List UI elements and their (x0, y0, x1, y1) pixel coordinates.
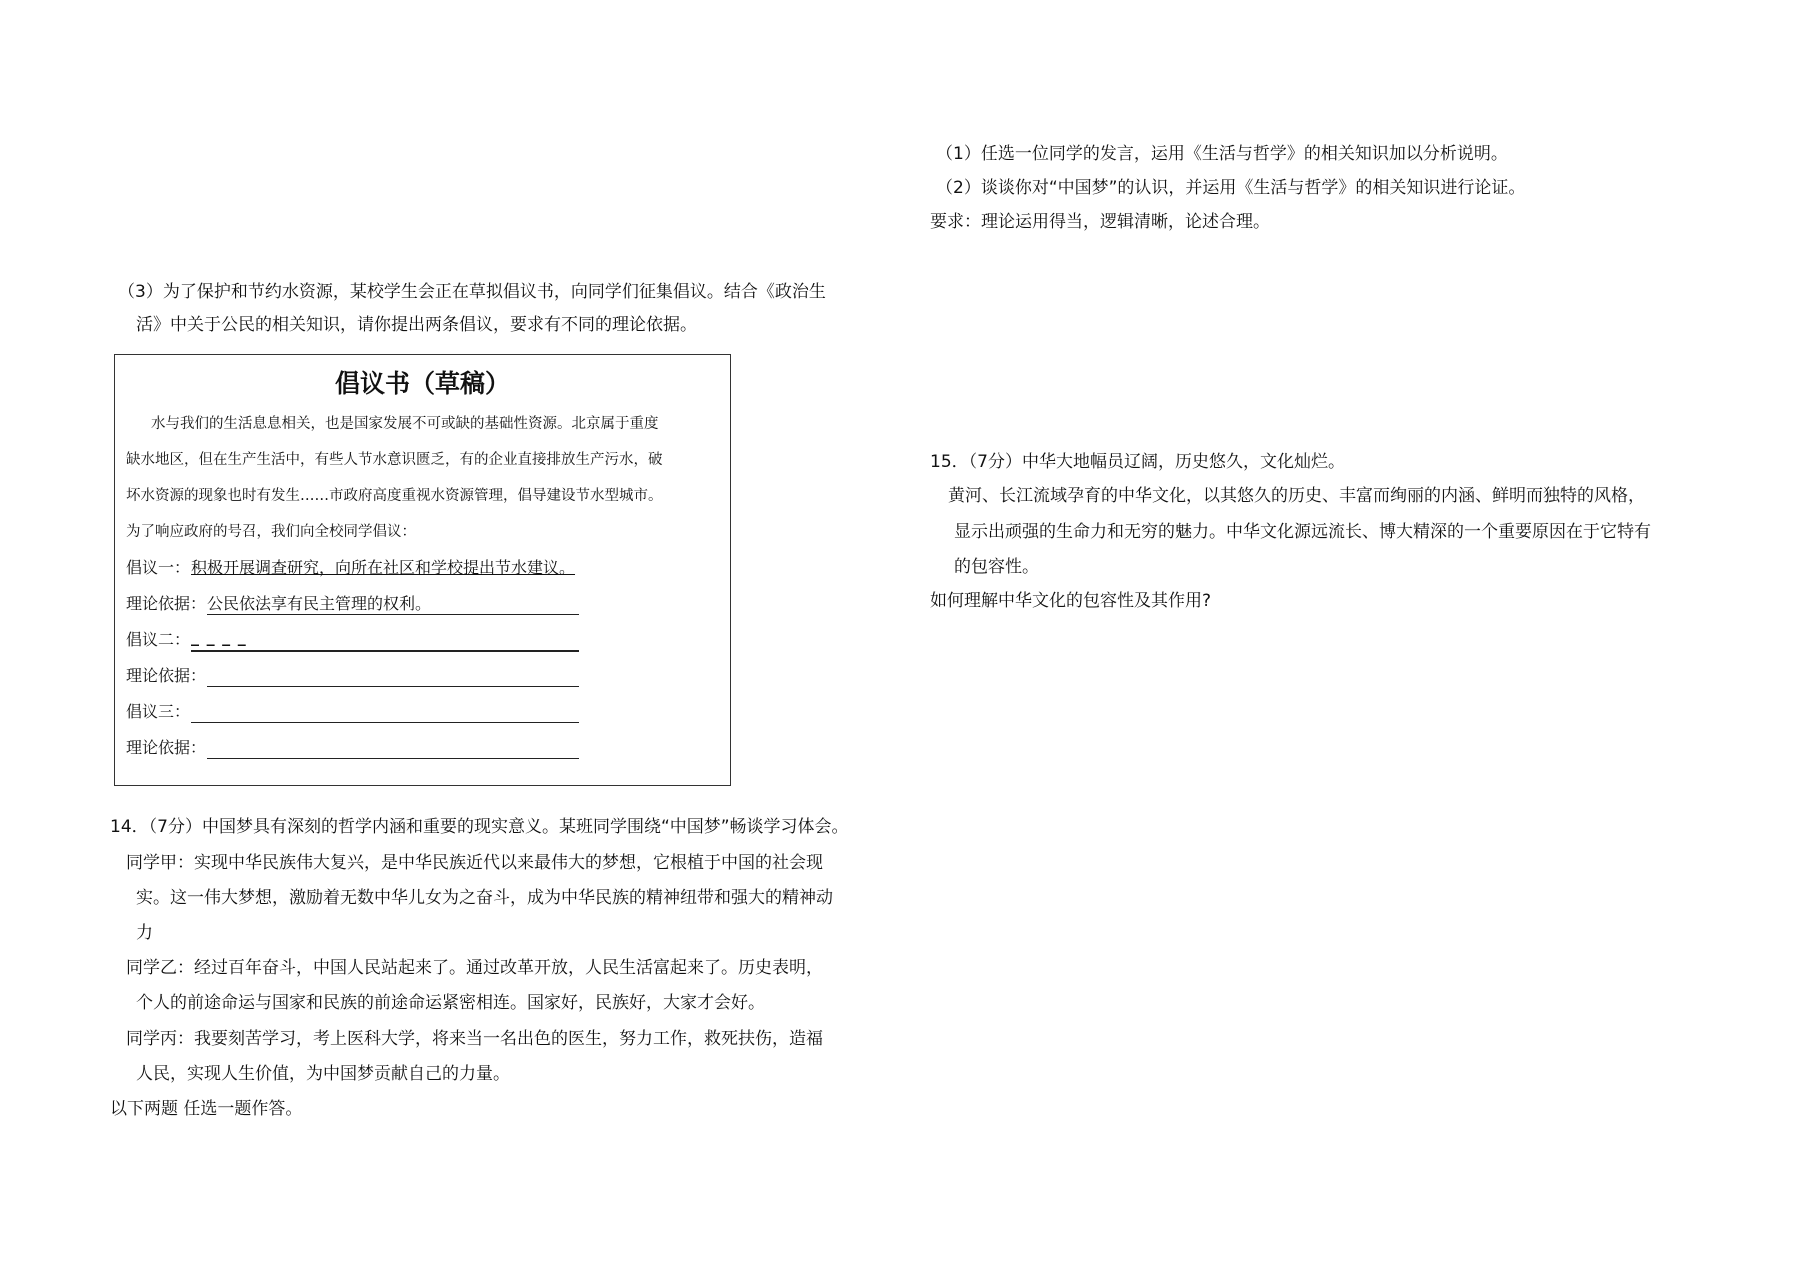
q14-line: 14．（7分）中国梦具有深刻的哲学内涵和重要的现实意义。某班同学围绕“中国梦”畅谈学习体会。 (110, 817, 849, 837)
q14-line: 以下两题 任选一题作答。 (110, 1099, 303, 1119)
q13-3-line1: （3）为了保护和节约水资源，某校学生会正在草拟倡议书，向同学们征集倡议。结合《政治生 (118, 282, 826, 302)
proposal-row-label: 理论依据： (126, 738, 207, 757)
q15-line: 如何理解中华文化的包容性及其作用? (930, 591, 1212, 611)
proposal-row-label: 理论依据： (126, 666, 207, 685)
proposal-row-label: 倡议二： (126, 630, 191, 649)
q13-3-line2: 活》中关于公民的相关知识，请你提出两条倡议，要求有不同的理论依据。 (136, 315, 697, 335)
proposal-row-label: 倡议三： (126, 702, 191, 721)
q14-line: 个人的前途命运与国家和民族的前途命运紧密相连。国家好，民族好，大家才会好。 (136, 993, 765, 1013)
proposal-title: 倡议书（草稿） (334, 369, 510, 398)
proposal-body-line-1: 水与我们的生活息息相关，也是国家发展不可或缺的基础性资源。北京属于重度 (151, 416, 659, 432)
answer-underline (207, 758, 579, 759)
q14-line: 实。这一伟大梦想，激励着无数中华儿女为之奋斗，成为中华民族的精神纽带和强大的精神动 (136, 888, 833, 908)
q15-line: 的包容性。 (954, 557, 1039, 577)
proposal-body-line-2: 缺水地区，但在生产生活中，有些人节水意识匮乏，有的企业直接排放生产污水，破 (126, 452, 663, 468)
q14-line: 同学乙：经过百年奋斗，中国人民站起来了。通过改革开放，人民生活富起来了。历史表明， (126, 958, 823, 978)
q14-requirement: 要求：理论运用得当，逻辑清晰，论述合理。 (930, 212, 1270, 232)
answer-underline (191, 722, 579, 723)
proposal-row-answer: _ _ _ _ (191, 627, 247, 646)
q14-line: 人民，实现人生价值，为中国梦贡献自己的力量。 (136, 1064, 510, 1084)
proposal-row-label: 倡议一： (126, 558, 191, 577)
answer-underline (191, 650, 579, 652)
q14-line: 同学甲：实现中华民族伟大复兴，是中华民族近代以来最伟大的梦想，它根植于中国的社会现 (126, 853, 823, 873)
proposal-row-answer: 积极开展调查研究，向所在社区和学校提出节水建议。 (191, 558, 576, 577)
proposal-body-line-4: 为了响应政府的号召，我们向全校同学倡议： (126, 524, 416, 540)
q14-part: （2）谈谈你对“中国梦”的认识，并运用《生活与哲学》的相关知识进行论证。 (936, 178, 1526, 198)
q15-line: 15．（7分）中华大地幅员辽阔，历史悠久，文化灿烂。 (930, 452, 1345, 472)
proposal-row-answer: 公民依法享有民主管理的权利。 (207, 594, 432, 613)
q14-part: （1）任选一位同学的发言，运用《生活与哲学》的相关知识加以分析说明。 (936, 144, 1508, 164)
q14-line: 力 (136, 923, 153, 943)
q14-line: 同学丙：我要刻苦学习，考上医科大学，将来当一名出色的医生，努力工作，救死扶伤，造福 (126, 1029, 823, 1049)
answer-underline (207, 614, 579, 615)
proposal-body-line-3: 坏水资源的现象也时有发生……市政府高度重视水资源管理，倡导建设节水型城市。 (126, 488, 663, 504)
q15-line: 黄河、长江流域孕育的中华文化，以其悠久的历史、丰富而绚丽的内涵、鲜明而独特的风格， (948, 486, 1645, 506)
proposal-box (114, 354, 731, 786)
q15-line: 显示出顽强的生命力和无穷的魅力。中华文化源远流长、博大精深的一个重要原因在于它特有 (954, 522, 1651, 542)
answer-underline (207, 686, 579, 687)
proposal-row-label: 理论依据： (126, 594, 207, 613)
